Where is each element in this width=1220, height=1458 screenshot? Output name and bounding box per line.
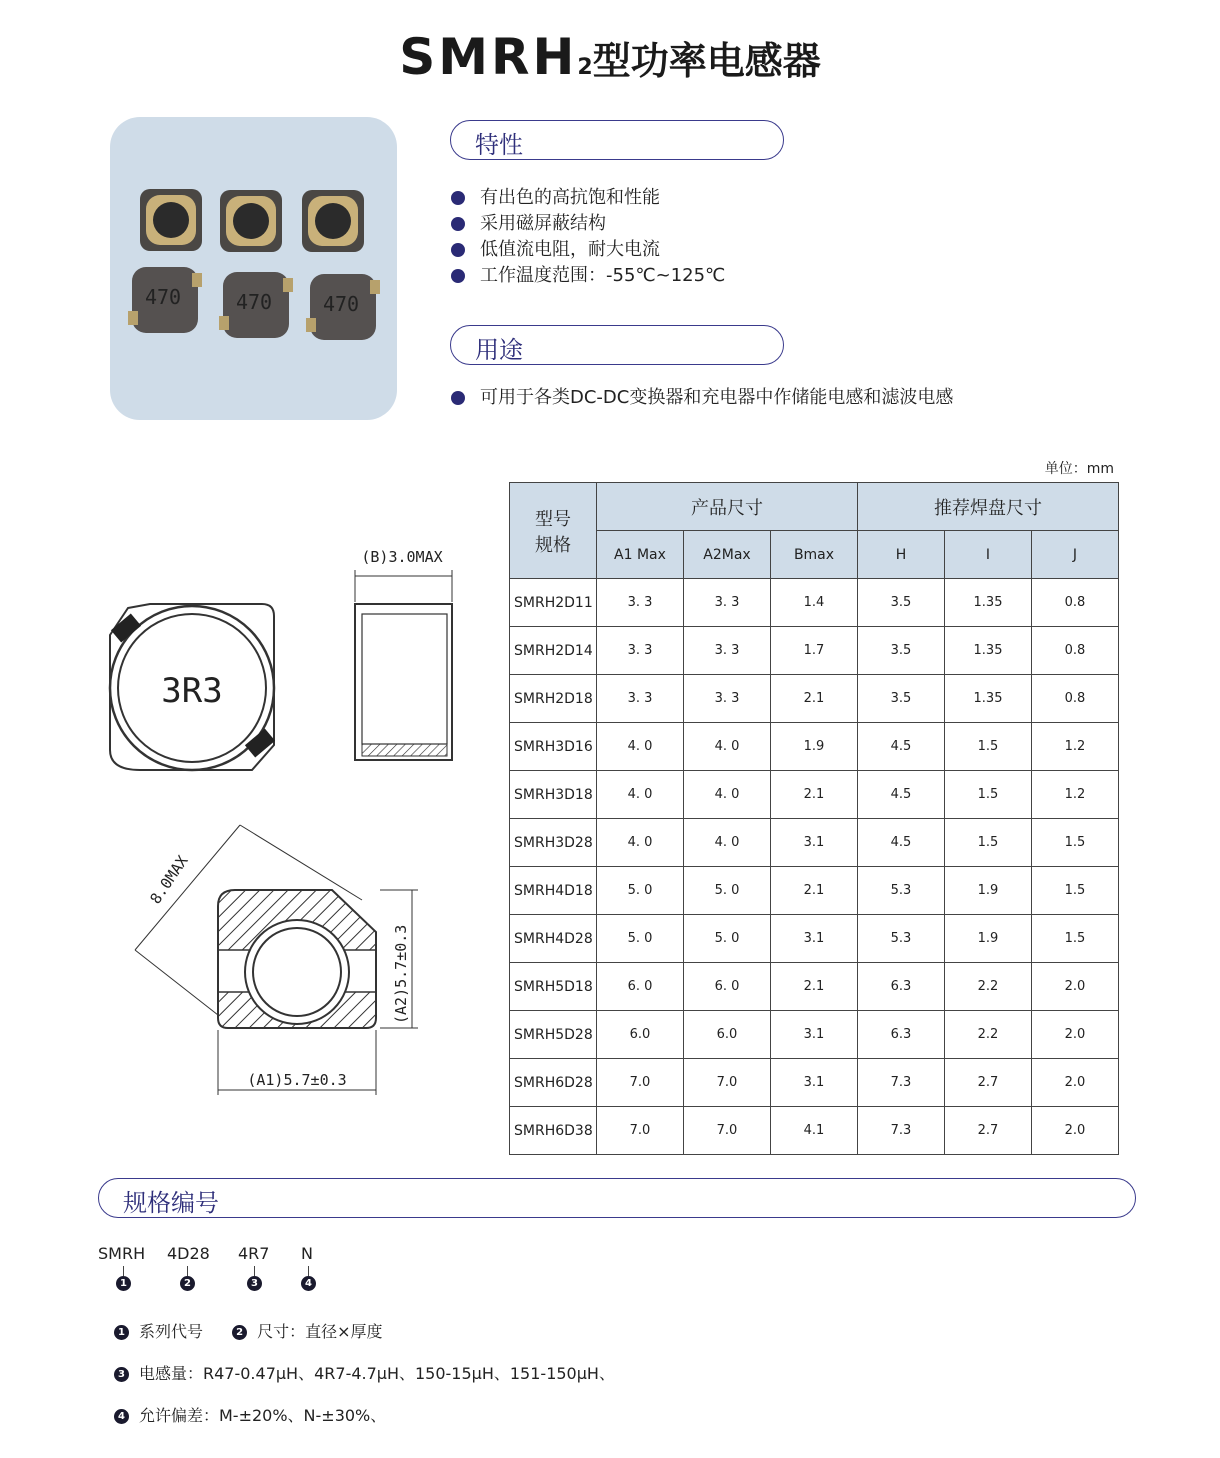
value-cell: 1.9 (945, 867, 1032, 915)
inductor-bottom-2: 470 (223, 272, 289, 338)
table-row (510, 1107, 1119, 1155)
value-cell: 6. 0 (597, 963, 684, 1011)
value-cell: 1.5 (945, 723, 1032, 771)
value-cell: 5. 0 (597, 867, 684, 915)
top-view-marking: 3R3 (161, 671, 223, 711)
value-cell: 3.5 (858, 627, 945, 675)
value-cell: 3.1 (771, 915, 858, 963)
side-view (355, 548, 452, 760)
header-product-size: 产品尺寸 (597, 483, 858, 531)
col-header: H (858, 531, 945, 579)
table-row (510, 723, 1119, 771)
inductor-top-1 (140, 189, 202, 251)
pn-num-1: 1 (116, 1276, 131, 1291)
usage-heading: 用途 (475, 336, 523, 364)
value-cell: 6. 0 (684, 963, 771, 1011)
pn-num-2: 2 (180, 1276, 195, 1291)
value-cell: 5.3 (858, 915, 945, 963)
value-cell: 0.8 (1032, 627, 1119, 675)
legend-row-2: 3 电感量：R47-0.47μH、4R7-4.7μH、150-15μH、151-150μH、 (114, 1363, 615, 1385)
value-cell: 5.3 (858, 867, 945, 915)
a1-dimension-label: (A1)5.7±0.3 (247, 1071, 347, 1089)
value-cell: 6.3 (858, 1011, 945, 1059)
legend-row-3: 4 允许偏差：M-±20%、N-±30%、 (114, 1405, 386, 1427)
value-cell: 4. 0 (597, 723, 684, 771)
model-cell: SMRH2D14 (510, 627, 597, 675)
model-cell: SMRH2D18 (510, 675, 597, 723)
table-row (510, 963, 1119, 1011)
value-cell: 1.35 (945, 675, 1032, 723)
value-cell: 3.1 (771, 1011, 858, 1059)
inductor-top-2 (220, 190, 282, 252)
value-cell: 7.0 (597, 1107, 684, 1155)
value-cell: 1.5 (945, 819, 1032, 867)
model-cell: SMRH2D11 (510, 579, 597, 627)
value-cell: 3. 3 (684, 627, 771, 675)
value-cell: 7.0 (684, 1059, 771, 1107)
value-cell: 2.0 (1032, 1059, 1119, 1107)
list-item: 低值流电阻，耐大电流 (450, 237, 725, 263)
legend-row-1: 1 系列代号 2 尺寸：直径×厚度 (114, 1321, 383, 1343)
model-cell: SMRH5D18 (510, 963, 597, 1011)
list-item: 工作温度范围：-55℃~125℃ (450, 263, 725, 289)
part-number-heading-pill (98, 1178, 1136, 1218)
value-cell: 5. 0 (684, 867, 771, 915)
usage-list (450, 385, 953, 411)
a2-dimension-label: (A2)5.7±0.3 (392, 924, 410, 1024)
top-view (110, 604, 275, 770)
value-cell: 7.3 (858, 1059, 945, 1107)
list-item: 可用于各类DC-DC变换器和充电器中作储能电感和滤波电感 (450, 385, 953, 411)
value-cell: 4. 0 (684, 819, 771, 867)
features-heading: 特性 (475, 131, 523, 159)
table-row (510, 627, 1119, 675)
value-cell: 5. 0 (684, 915, 771, 963)
value-cell: 2.2 (945, 963, 1032, 1011)
dimension-drawing (100, 540, 500, 1100)
value-cell: 1.5 (1032, 867, 1119, 915)
value-cell: 6.0 (684, 1011, 771, 1059)
value-cell: 1.4 (771, 579, 858, 627)
value-cell: 2.1 (771, 771, 858, 819)
value-cell: 3. 3 (597, 579, 684, 627)
value-cell: 6.0 (597, 1011, 684, 1059)
b-dimension-label: (B)3.0MAX (361, 548, 443, 566)
model-cell: SMRH3D16 (510, 723, 597, 771)
value-cell: 2.0 (1032, 1107, 1119, 1155)
pn-part-tolerance: N (301, 1244, 313, 1263)
diag-dimension-label: 8.0MAX (146, 852, 192, 908)
value-cell: 2.1 (771, 963, 858, 1011)
value-cell: 0.8 (1032, 675, 1119, 723)
unit-label: 单位：mm (1044, 461, 1114, 477)
pn-num-3: 3 (247, 1276, 262, 1291)
title-sub: 2 (577, 55, 593, 80)
table-row (510, 675, 1119, 723)
value-cell: 7.3 (858, 1107, 945, 1155)
value-cell: 3.1 (771, 819, 858, 867)
value-cell: 2.0 (1032, 1011, 1119, 1059)
col-header: Bmax (771, 531, 858, 579)
value-cell: 4. 0 (597, 819, 684, 867)
table-row (510, 819, 1119, 867)
value-cell: 1.5 (1032, 915, 1119, 963)
value-cell: 1.5 (945, 771, 1032, 819)
value-cell: 1.7 (771, 627, 858, 675)
col-header: A1 Max (597, 531, 684, 579)
value-cell: 4.5 (858, 819, 945, 867)
title-rest: 型功率电感器 (592, 39, 821, 83)
value-cell: 2.7 (945, 1107, 1032, 1155)
value-cell: 5. 0 (597, 915, 684, 963)
value-cell: 7.0 (684, 1107, 771, 1155)
spec-table (509, 482, 1119, 1155)
page-title (0, 28, 1220, 86)
model-cell: SMRH5D28 (510, 1011, 597, 1059)
pn-part-series: SMRH (98, 1244, 146, 1263)
table-row (510, 867, 1119, 915)
pn-part-inductance: 4R7 (238, 1244, 270, 1263)
value-cell: 3.1 (771, 1059, 858, 1107)
part-number-heading: 规格编号 (123, 1189, 219, 1217)
value-cell: 0.8 (1032, 579, 1119, 627)
value-cell: 3.5 (858, 675, 945, 723)
value-cell: 4.5 (858, 723, 945, 771)
value-cell: 1.35 (945, 627, 1032, 675)
value-cell: 1.35 (945, 579, 1032, 627)
model-cell: SMRH6D28 (510, 1059, 597, 1107)
value-cell: 2.1 (771, 867, 858, 915)
model-cell: SMRH6D38 (510, 1107, 597, 1155)
value-cell: 2.1 (771, 675, 858, 723)
table-row (510, 771, 1119, 819)
col-header: J (1032, 531, 1119, 579)
model-cell: SMRH4D18 (510, 867, 597, 915)
features-heading-pill (450, 120, 784, 160)
value-cell: 2.7 (945, 1059, 1032, 1107)
value-cell: 4.1 (771, 1107, 858, 1155)
value-cell: 2.2 (945, 1011, 1032, 1059)
model-cell: SMRH3D18 (510, 771, 597, 819)
model-cell: SMRH3D28 (510, 819, 597, 867)
table-row (510, 579, 1119, 627)
table-row (510, 915, 1119, 963)
value-cell: 3. 3 (597, 627, 684, 675)
list-item: 有出色的高抗饱和性能 (450, 185, 725, 211)
product-photo (110, 117, 397, 420)
usage-heading-pill (450, 325, 784, 365)
value-cell: 1.9 (945, 915, 1032, 963)
value-cell: 3. 3 (684, 579, 771, 627)
inductor-bottom-1: 470 (132, 267, 198, 333)
pn-part-size: 4D28 (167, 1244, 210, 1263)
value-cell: 2.0 (1032, 963, 1119, 1011)
value-cell: 4. 0 (597, 771, 684, 819)
value-cell: 1.5 (1032, 819, 1119, 867)
header-model: 型号 规格 (510, 483, 597, 579)
features-list (450, 185, 725, 289)
value-cell: 1.9 (771, 723, 858, 771)
col-header: I (945, 531, 1032, 579)
title-main: SMRH (399, 28, 578, 86)
value-cell: 4. 0 (684, 723, 771, 771)
list-item: 采用磁屏蔽结构 (450, 211, 725, 237)
model-cell: SMRH4D28 (510, 915, 597, 963)
pn-num-4: 4 (301, 1276, 316, 1291)
table-row (510, 1059, 1119, 1107)
value-cell: 3. 3 (684, 675, 771, 723)
value-cell: 1.2 (1032, 771, 1119, 819)
value-cell: 4.5 (858, 771, 945, 819)
value-cell: 1.2 (1032, 723, 1119, 771)
value-cell: 3. 3 (597, 675, 684, 723)
value-cell: 3.5 (858, 579, 945, 627)
value-cell: 7.0 (597, 1059, 684, 1107)
value-cell: 4. 0 (684, 771, 771, 819)
header-pad-size: 推荐焊盘尺寸 (858, 483, 1119, 531)
inductor-top-3 (302, 190, 364, 252)
col-header: A2Max (684, 531, 771, 579)
bottom-view (135, 825, 418, 1095)
value-cell: 6.3 (858, 963, 945, 1011)
inductor-bottom-3: 470 (310, 274, 376, 340)
table-row (510, 1011, 1119, 1059)
